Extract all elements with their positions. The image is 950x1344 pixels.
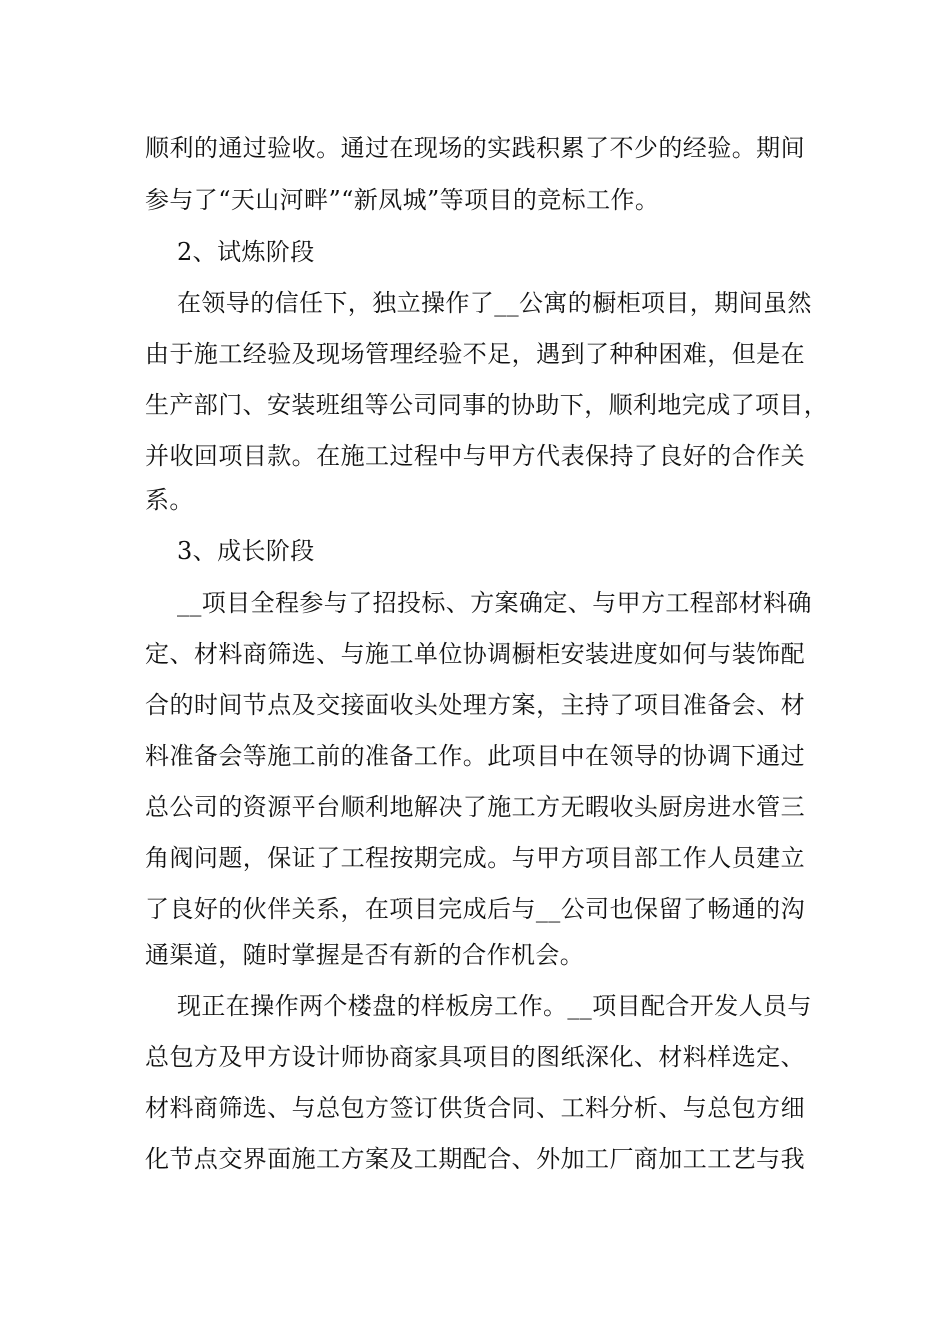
body-text-line: 参与了“天山河畔”“新凤城”等项目的竞标工作。 bbox=[145, 186, 660, 214]
section-heading: 2、试炼阶段 bbox=[177, 238, 315, 266]
body-text-line: 系。 bbox=[145, 486, 194, 514]
body-text-line: 现正在操作两个楼盘的样板房工作。__项目配合开发人员与 bbox=[177, 992, 812, 1020]
body-text-line: 顺利的通过验收。通过在现场的实践积累了不少的经验。期间 bbox=[145, 134, 805, 162]
body-text-line: 材料商筛选、与总包方签订供货合同、工料分析、与总包方细 bbox=[145, 1094, 805, 1122]
body-text-line: 合的时间节点及交接面收头处理方案，主持了项目准备会、材 bbox=[145, 691, 805, 719]
body-text-line: 由于施工经验及现场管理经验不足，遇到了种种困难，但是在 bbox=[145, 340, 805, 368]
body-text-line: 并收回项目款。在施工过程中与甲方代表保持了良好的合作关 bbox=[145, 442, 805, 470]
body-text-line: 料准备会等施工前的准备工作。此项目中在领导的协调下通过 bbox=[145, 742, 805, 770]
body-text-line: 通渠道，随时掌握是否有新的合作机会。 bbox=[145, 941, 585, 969]
section-heading: 3、成长阶段 bbox=[177, 537, 315, 565]
body-text-line: 生产部门、安装班组等公司同事的协助下，顺利地完成了项目， bbox=[145, 391, 829, 419]
body-text-line: 角阀问题，保证了工程按期完成。与甲方项目部工作人员建立 bbox=[145, 844, 805, 872]
body-text-line: 总包方及甲方设计师协商家具项目的图纸深化、材料样选定、 bbox=[145, 1043, 805, 1071]
body-text-line: 在领导的信任下，独立操作了__公寓的橱柜项目，期间虽然 bbox=[177, 289, 812, 317]
body-text-line: 化节点交界面施工方案及工期配合、外加工厂商加工工艺与我 bbox=[145, 1145, 805, 1173]
body-text-line: 总公司的资源平台顺利地解决了施工方无暇收头厨房进水管三 bbox=[145, 793, 805, 821]
body-text-line: __项目全程参与了招投标、方案确定、与甲方工程部材料确 bbox=[177, 589, 812, 617]
body-text-line: 了良好的伙伴关系，在项目完成后与__公司也保留了畅通的沟 bbox=[145, 895, 805, 923]
body-text-line: 定、材料商筛选、与施工单位协调橱柜安装进度如何与装饰配 bbox=[145, 640, 805, 668]
